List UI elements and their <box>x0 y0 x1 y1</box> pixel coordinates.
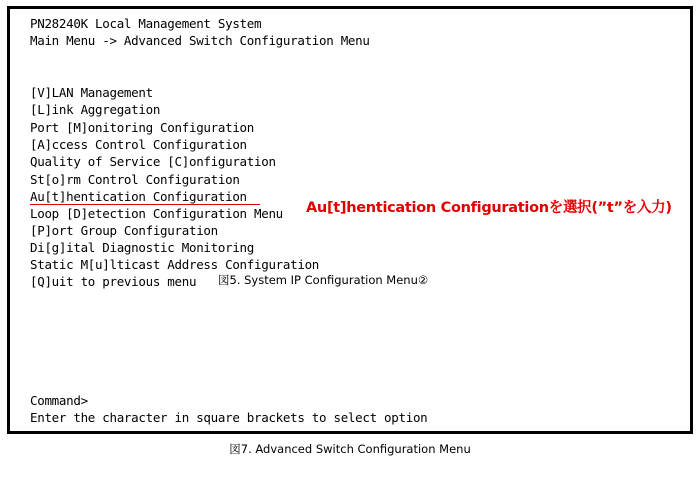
menu-item-digital-diagnostic[interactable]: Di[g]ital Diagnostic Monitoring <box>30 240 254 255</box>
menu-item-storm-control[interactable]: St[o]rm Control Configuration <box>30 172 240 187</box>
breadcrumb: Main Menu -> Advanced Switch Configuration Menu <box>30 33 370 48</box>
menu-item-static-multicast[interactable]: Static M[u]lticast Address Configuration <box>30 257 320 272</box>
terminal-window[interactable] <box>7 6 693 434</box>
menu-item-access-control[interactable]: [A]ccess Control Configuration <box>30 137 247 152</box>
menu-item-vlan-management[interactable]: [V]LAN Management <box>30 85 153 100</box>
help-text: Enter the character in square brackets to select option <box>30 410 428 425</box>
system-title: PN28240K Local Management System <box>30 16 262 31</box>
menu-item-port-group[interactable]: [P]ort Group Configuration <box>30 223 218 238</box>
inner-caption: 図5. System IP Configuration Menu② <box>218 273 429 287</box>
menu-item-quality-of-service[interactable]: Quality of Service [C]onfiguration <box>30 154 276 169</box>
menu-item-port-monitoring[interactable]: Port [M]onitoring Configuration <box>30 120 254 135</box>
menu-item-quit[interactable]: [Q]uit to previous menu <box>30 274 197 289</box>
menu-item-authentication[interactable]: Au[t]hentication Configuration <box>30 189 247 204</box>
highlight-underline <box>30 204 260 205</box>
figure-caption: 図7. Advanced Switch Configuration Menu <box>229 442 471 456</box>
menu-item-link-aggregation[interactable]: [L]ink Aggregation <box>30 102 161 117</box>
annotation-label: Au[t]hentication Configurationを選択(”t”を入力) <box>306 200 672 216</box>
menu-item-loop-detection[interactable]: Loop [D]etection Configuration Menu <box>30 206 283 221</box>
command-prompt[interactable]: Command> <box>30 393 88 408</box>
